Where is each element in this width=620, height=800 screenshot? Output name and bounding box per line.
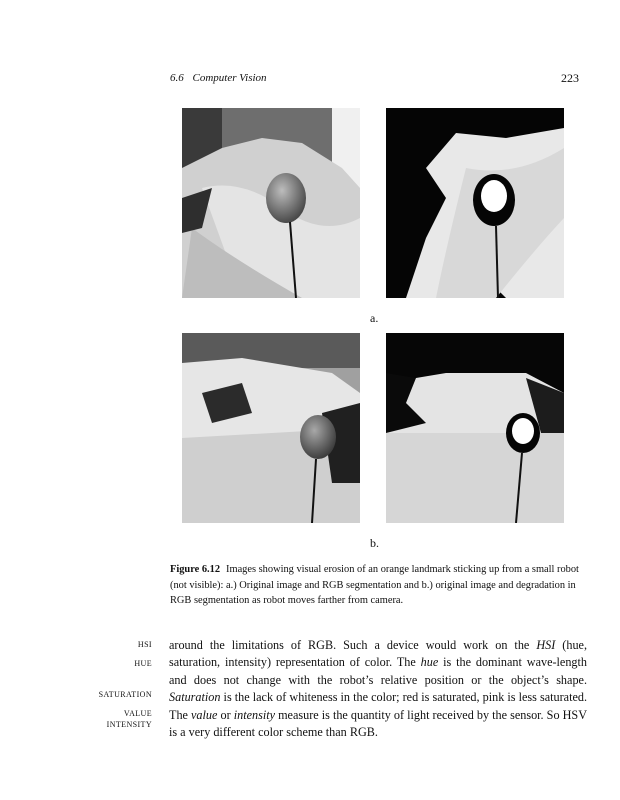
figure-caption-text: Images showing visual erosion of an orange landmark sticking up from a small robot (not visible): a.) Original image and RGB segmentation and b.) original image and degradation in RGB segmentation as robot moves farther from camera. <box>170 564 579 606</box>
page-number: 223 <box>561 71 579 85</box>
figure-a-original-image <box>182 108 360 298</box>
margin-note-intensity: INTENSITY <box>106 720 152 729</box>
section-number: 6.6 <box>170 72 184 84</box>
figure-label-a: a. <box>370 311 379 325</box>
term-hsi: HSI <box>536 638 556 652</box>
running-header <box>170 72 267 84</box>
figure-caption <box>170 562 590 609</box>
figure-label-b: b. <box>370 536 379 550</box>
term-value: value <box>191 707 218 722</box>
section-title: Computer Vision <box>192 72 267 84</box>
figure-b-segmentation-image <box>386 333 564 523</box>
figure-a-segmentation-image <box>386 108 564 298</box>
body-text-segment: is the lack of whiteness in the color; red is saturated, pink is less saturated. The <box>169 690 587 722</box>
term-saturation: Saturation <box>169 690 221 705</box>
body-text-segment: measure is the quantity of light received by the sensor. So HSV is a very different color scheme than RGB. <box>169 707 587 740</box>
body-text-segment: around the limitations of RGB. Such a device would work on the <box>169 638 537 652</box>
margin-note-hue: HUE <box>134 659 152 668</box>
body-text-segment: (hue, saturation, intensity) representation of color. The <box>169 638 588 670</box>
figure-caption-label: Figure 6.12 <box>170 564 221 575</box>
figure-b-original-image <box>182 333 360 523</box>
margin-note-value: VALUE <box>123 709 152 718</box>
term-hue: hue <box>420 655 439 670</box>
body-text-segment: is the dominant wave-length and does not change with the robot’s relative position or the object’s shape. <box>169 655 588 687</box>
margin-note-saturation: SATURATION <box>98 690 152 699</box>
body-text-segment: or <box>217 707 234 722</box>
term-intensity: intensity <box>233 707 276 722</box>
body-paragraph <box>169 637 587 741</box>
margin-note-hsi: HSI <box>137 640 152 649</box>
